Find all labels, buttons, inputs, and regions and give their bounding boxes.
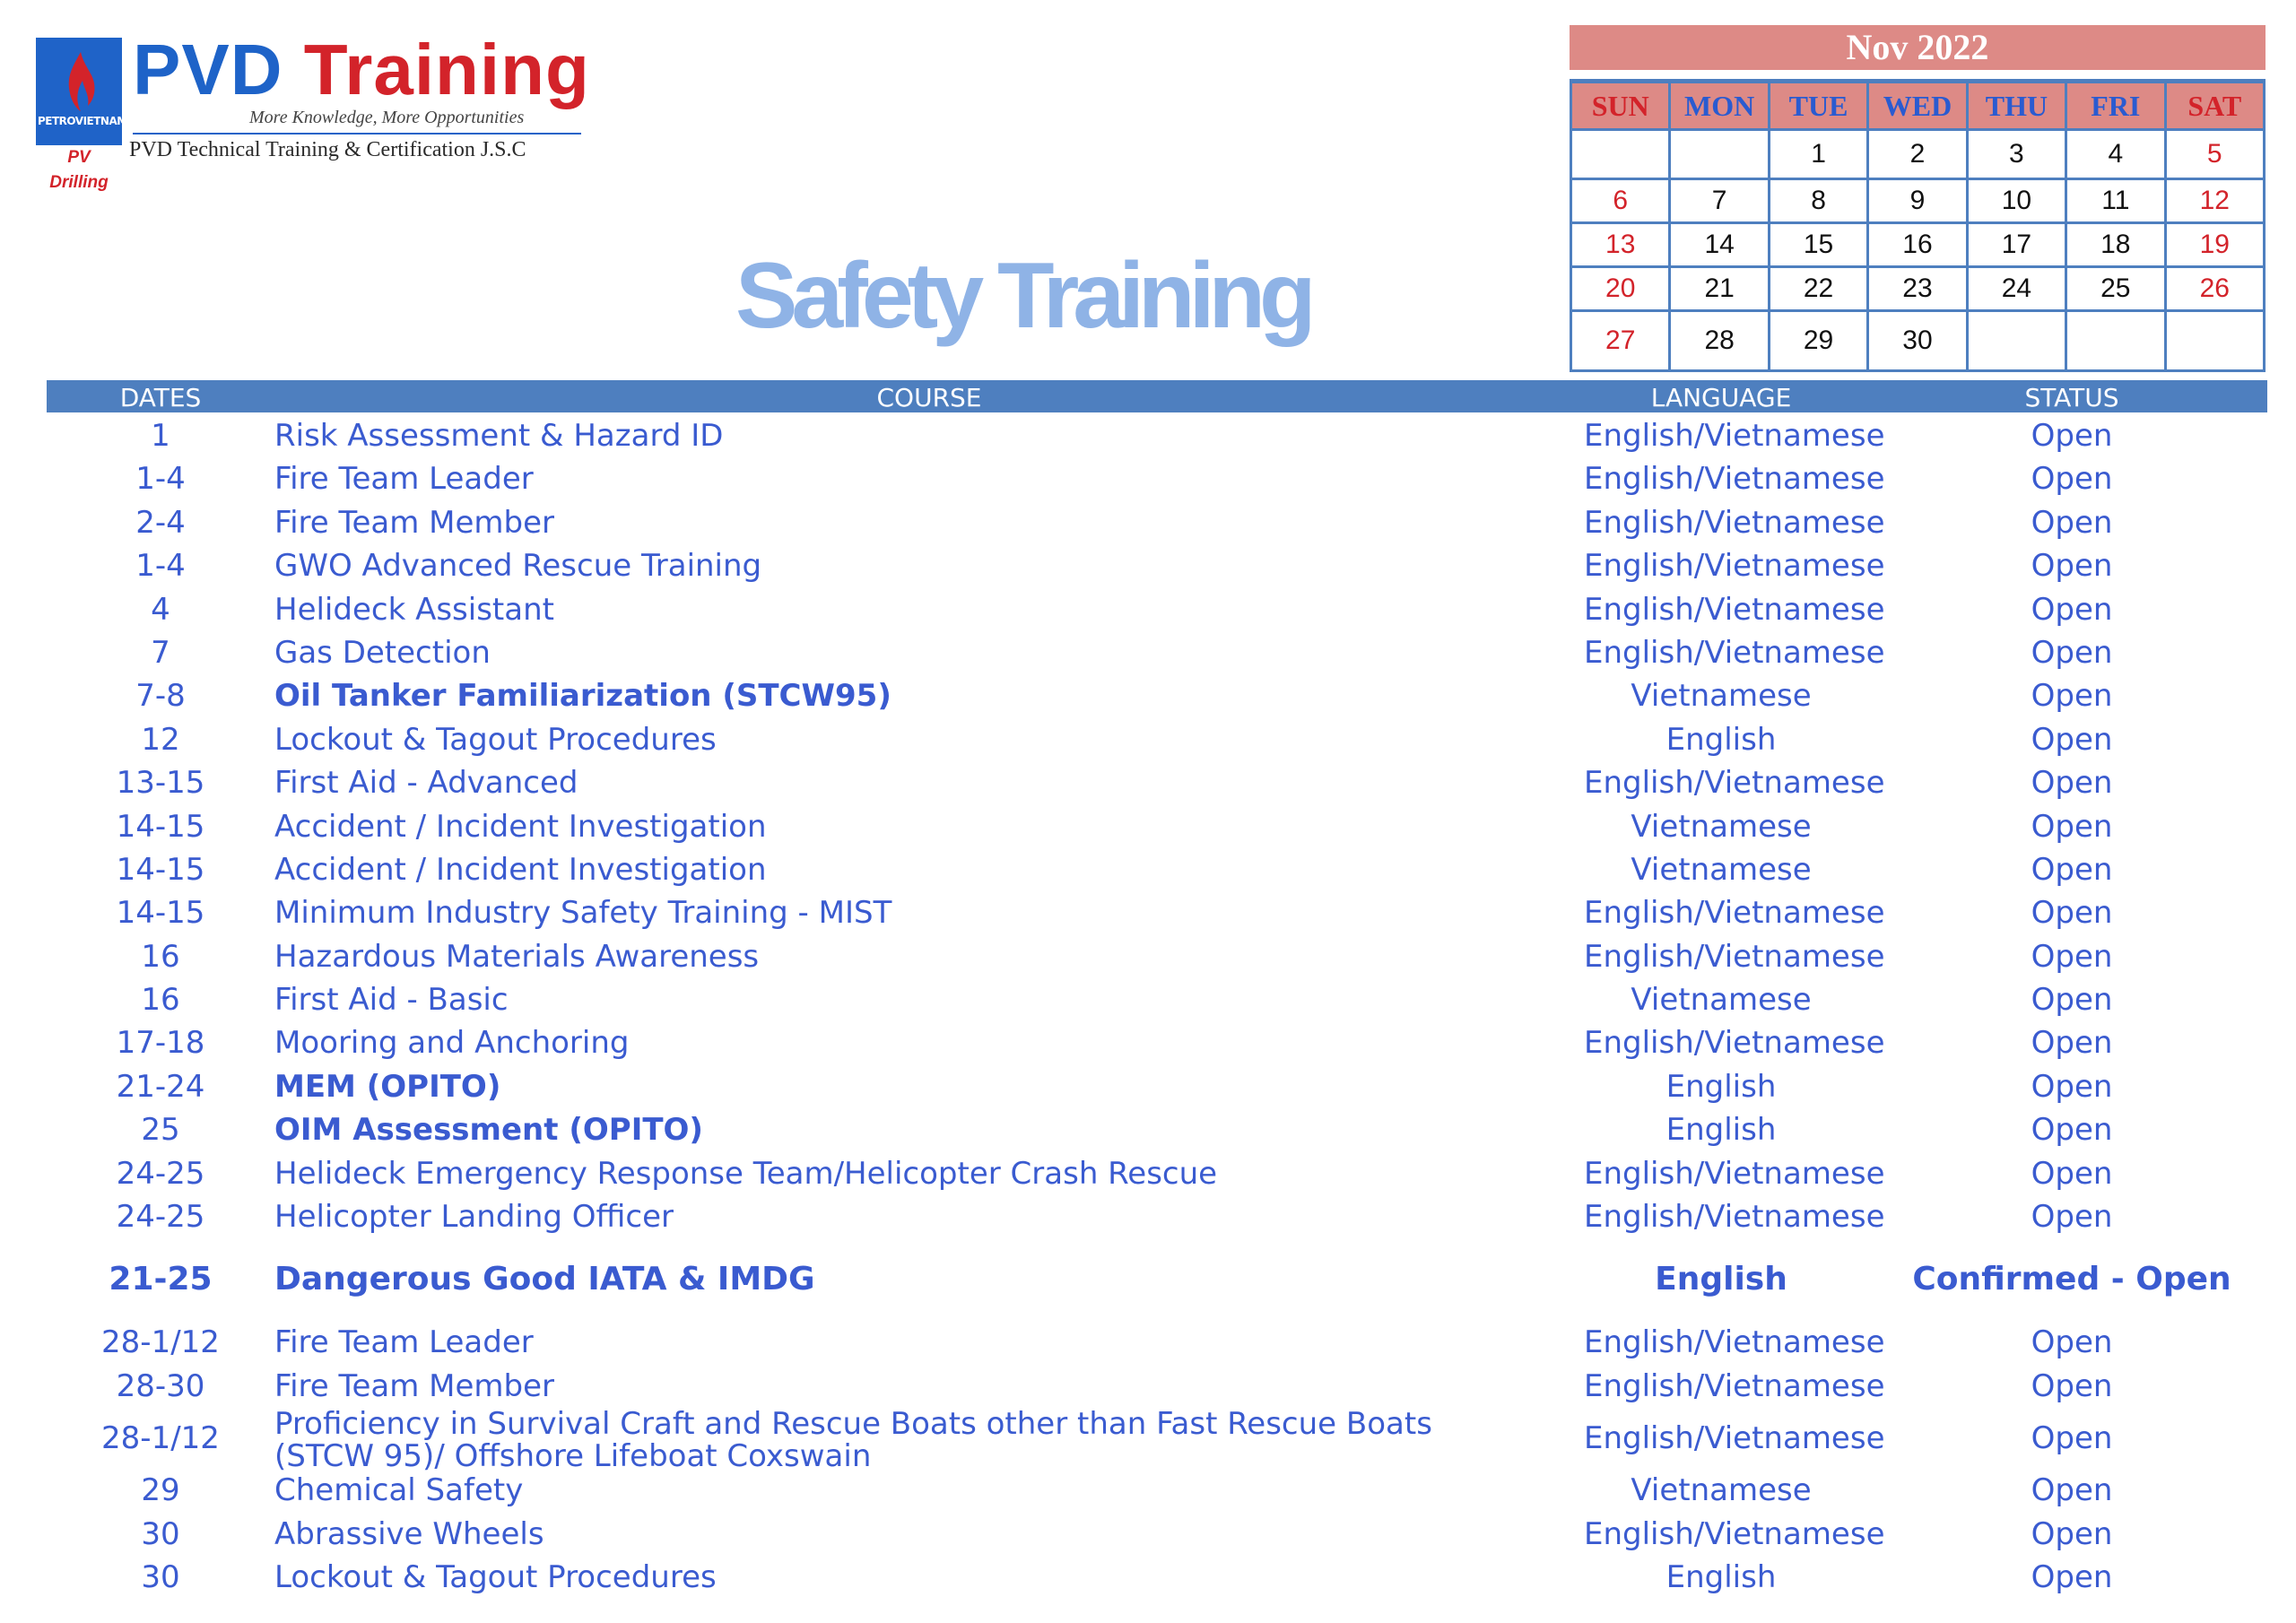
course-name: Helideck Assistant: [274, 591, 554, 628]
calendar-weeks: [1571, 130, 2265, 371]
course-language: English/Vietnamese: [1584, 1367, 1885, 1404]
course-language: English/Vietnamese: [1584, 938, 1885, 975]
header-dates: DATES: [119, 383, 202, 412]
calendar-day-names: [1571, 82, 2265, 130]
calendar-day: 10: [1967, 179, 2066, 223]
course-status: Open: [2031, 982, 2113, 1019]
calendar-week: [1571, 130, 2265, 179]
table-row: [47, 891, 2267, 934]
course-status: Open: [2031, 634, 2113, 671]
course-dates: 14-15: [116, 808, 205, 845]
table-row: [47, 1238, 2267, 1321]
calendar-day: 27: [1571, 311, 1670, 371]
logo-brand: [133, 29, 590, 111]
table-row: [47, 935, 2267, 978]
course-status: Open: [2031, 1515, 2113, 1552]
course-name: Dangerous Good IATA & IMDG: [274, 1261, 815, 1298]
table-row: [47, 1108, 2267, 1151]
logo-tagline: More Knowledge, More Opportunities: [249, 108, 525, 127]
logo-mark-bottom-text: PV Drilling: [36, 145, 122, 170]
petrovietnam-logo-mark: [36, 38, 127, 192]
calendar-day: 9: [1868, 179, 1967, 223]
course-name: OIM Assessment (OPITO): [274, 1112, 703, 1149]
course-status: Open: [2031, 678, 2113, 715]
course-dates: 30: [141, 1558, 180, 1595]
course-name: Chemical Safety: [274, 1472, 524, 1509]
course-status: Open: [2031, 1367, 2113, 1404]
calendar-day: [2165, 311, 2264, 371]
calendar-day: 4: [2066, 130, 2165, 179]
course-status: Open: [2031, 938, 2113, 975]
course-name: Proficiency in Survival Craft and Rescue Boats other than Fast Rescue Boats (STCW 95)/ Offshore Lifeboat Coxswain: [274, 1406, 1432, 1475]
course-name: Abrassive Wheels: [274, 1515, 544, 1552]
table-row: [47, 501, 2267, 544]
table-row: [47, 457, 2267, 500]
course-dates: 13-15: [116, 765, 205, 802]
table-row: [47, 544, 2267, 587]
calendar-day-name: SUN: [1571, 82, 1670, 130]
calendar-day: 1: [1769, 130, 1867, 179]
course-status: Open: [2031, 1068, 2113, 1105]
calendar-day: 19: [2165, 223, 2264, 267]
course-name: Risk Assessment & Hazard ID: [274, 418, 724, 454]
course-name: Hazardous Materials Awareness: [274, 938, 760, 975]
course-dates: 7: [151, 634, 170, 671]
course-dates: 1: [151, 418, 170, 454]
course-language: English/Vietnamese: [1584, 1199, 1885, 1236]
calendar-day-name: MON: [1670, 82, 1769, 130]
course-status: Open: [2031, 1155, 2113, 1192]
calendar-week: [1571, 179, 2265, 223]
course-status: Open: [2031, 1558, 2113, 1595]
calendar-day-name: TUE: [1769, 82, 1867, 130]
course-name: First Aid - Advanced: [274, 765, 578, 802]
header-course: COURSE: [876, 383, 982, 412]
course-language: English/Vietnamese: [1584, 634, 1885, 671]
course-language: Vietnamese: [1631, 1472, 1812, 1509]
course-dates: 28-30: [116, 1367, 205, 1404]
calendar-day: 17: [1967, 223, 2066, 267]
course-status: Open: [2031, 1472, 2113, 1509]
calendar-grid: [1570, 79, 2266, 372]
course-dates: 4: [151, 591, 170, 628]
calendar-day: 3: [1967, 130, 2066, 179]
calendar-day: 22: [1769, 267, 1867, 311]
course-dates: 2-4: [135, 504, 186, 541]
calendar-day: 8: [1769, 179, 1867, 223]
calendar-day: 14: [1670, 223, 1769, 267]
calendar-week: [1571, 267, 2265, 311]
course-language: English: [1655, 1261, 1787, 1298]
course-status: Open: [2031, 1199, 2113, 1236]
flame-icon: [63, 50, 99, 113]
course-name: Fire Team Leader: [274, 1324, 534, 1361]
logo-company-name: PVD Technical Training & Certification J.S.C: [129, 138, 526, 161]
logo-mark-top-text: PETROVIETNAM: [38, 115, 127, 127]
course-language: English: [1665, 1112, 1777, 1149]
calendar-day: 25: [2066, 267, 2165, 311]
course-status: Confirmed - Open: [1912, 1261, 2231, 1298]
calendar-week: [1571, 311, 2265, 371]
table-row: [47, 978, 2267, 1021]
header-status: STATUS: [2024, 383, 2119, 412]
course-dates: 1-4: [135, 548, 186, 585]
table-row: [47, 1513, 2267, 1556]
calendar-day: 21: [1670, 267, 1769, 311]
course-status: Open: [2031, 808, 2113, 845]
course-language: English: [1665, 1068, 1777, 1105]
course-dates: 28-1/12: [101, 1324, 220, 1361]
course-language: English: [1665, 1558, 1777, 1595]
course-name: Mooring and Anchoring: [274, 1025, 630, 1062]
table-row: [47, 1556, 2267, 1599]
course-name: Lockout & Tagout Procedures: [274, 721, 717, 758]
table-row: [47, 414, 2267, 457]
calendar-day: 29: [1769, 311, 1867, 371]
course-name: GWO Advanced Rescue Training: [274, 548, 762, 585]
logo-brand-training: Training: [303, 30, 590, 109]
calendar-day: 12: [2165, 179, 2264, 223]
course-dates: 1-4: [135, 461, 186, 498]
table-row: [47, 588, 2267, 631]
course-status: Open: [2031, 1025, 2113, 1062]
calendar-day: 2: [1868, 130, 1967, 179]
course-name: Minimum Industry Safety Training - MIST: [274, 895, 892, 932]
table-row: [47, 1321, 2267, 1364]
calendar-day: 26: [2165, 267, 2264, 311]
course-language: English/Vietnamese: [1584, 504, 1885, 541]
course-dates: 16: [141, 982, 180, 1019]
course-name: Gas Detection: [274, 634, 491, 671]
course-name: MEM (OPITO): [274, 1068, 501, 1105]
course-dates: 14-15: [116, 895, 205, 932]
schedule-table-header: [47, 380, 2267, 412]
table-row: [47, 1021, 2267, 1064]
table-row: [47, 718, 2267, 761]
course-dates: 24-25: [116, 1199, 205, 1236]
table-row: [47, 1365, 2267, 1408]
course-status: Open: [2031, 1324, 2113, 1361]
calendar-day: [2066, 311, 2165, 371]
course-dates: 7-8: [135, 678, 186, 715]
calendar-day: 28: [1670, 311, 1769, 371]
course-language: Vietnamese: [1631, 678, 1812, 715]
course-name: Lockout & Tagout Procedures: [274, 1558, 717, 1595]
course-language: English/Vietnamese: [1584, 1155, 1885, 1192]
calendar-day: 5: [2165, 130, 2264, 179]
schedule-table-body: [47, 414, 2267, 1599]
calendar-day: 6: [1571, 179, 1670, 223]
course-language: English/Vietnamese: [1584, 461, 1885, 498]
company-logo: [36, 30, 610, 192]
course-language: English/Vietnamese: [1584, 765, 1885, 802]
course-name: Oil Tanker Familiarization (STCW95): [274, 678, 891, 715]
calendar-week: [1571, 223, 2265, 267]
table-row: [47, 674, 2267, 717]
calendar-day: 13: [1571, 223, 1670, 267]
course-dates: 12: [141, 721, 180, 758]
page-title: Safety Training: [735, 244, 1310, 348]
table-row: [47, 1406, 2267, 1475]
calendar-day: 24: [1967, 267, 2066, 311]
calendar-day: 11: [2066, 179, 2165, 223]
calendar-day-name: FRI: [2066, 82, 2165, 130]
table-row: [47, 1065, 2267, 1108]
course-language: English/Vietnamese: [1584, 591, 1885, 628]
header-language: LANGUAGE: [1650, 383, 1792, 412]
table-row: [47, 848, 2267, 891]
course-status: Open: [2031, 895, 2113, 932]
course-dates: 14-15: [116, 851, 205, 888]
course-dates: 16: [141, 938, 180, 975]
course-dates: 24-25: [116, 1155, 205, 1192]
course-language: English: [1665, 721, 1777, 758]
calendar-day: 23: [1868, 267, 1967, 311]
course-language: English/Vietnamese: [1584, 548, 1885, 585]
course-language: Vietnamese: [1631, 982, 1812, 1019]
table-row: [47, 1469, 2267, 1512]
table-row: [47, 761, 2267, 804]
course-name: Accident / Incident Investigation: [274, 808, 767, 845]
course-language: English/Vietnamese: [1584, 1324, 1885, 1361]
calendar-day: 18: [2066, 223, 2165, 267]
course-name: Helicopter Landing Officer: [274, 1199, 674, 1236]
course-name: First Aid - Basic: [274, 982, 509, 1019]
course-status: Open: [2031, 591, 2113, 628]
course-status: Open: [2031, 548, 2113, 585]
course-dates: 25: [141, 1112, 180, 1149]
calendar-day: 7: [1670, 179, 1769, 223]
course-dates: 28-1/12: [101, 1420, 220, 1457]
course-language: English/Vietnamese: [1584, 895, 1885, 932]
course-name: Fire Team Member: [274, 504, 555, 541]
course-language: English/Vietnamese: [1584, 1025, 1885, 1062]
calendar-day: 16: [1868, 223, 1967, 267]
calendar-month-label: Nov 2022: [1570, 25, 2266, 70]
course-dates: 21-24: [116, 1068, 205, 1105]
table-row: [47, 1195, 2267, 1238]
calendar-day-name: WED: [1868, 82, 1967, 130]
calendar-day: 20: [1571, 267, 1670, 311]
course-language: English/Vietnamese: [1584, 1515, 1885, 1552]
calendar-day: 30: [1868, 311, 1967, 371]
table-row: [47, 631, 2267, 674]
course-language: Vietnamese: [1631, 851, 1812, 888]
calendar-day: [1571, 130, 1670, 179]
course-status: Open: [2031, 418, 2113, 454]
course-name: Fire Team Member: [274, 1367, 555, 1404]
course-status: Open: [2031, 1420, 2113, 1457]
table-row: [47, 805, 2267, 848]
course-language: English/Vietnamese: [1584, 418, 1885, 454]
course-dates: 21-25: [109, 1261, 213, 1298]
course-status: Open: [2031, 765, 2113, 802]
calendar-day: [1967, 311, 2066, 371]
month-calendar: [1570, 25, 2266, 372]
logo-divider: [133, 133, 581, 135]
course-status: Open: [2031, 504, 2113, 541]
calendar-day-name: SAT: [2165, 82, 2264, 130]
course-name: Fire Team Leader: [274, 461, 534, 498]
course-status: Open: [2031, 461, 2113, 498]
course-status: Open: [2031, 1112, 2113, 1149]
course-status: Open: [2031, 721, 2113, 758]
calendar-day-name: THU: [1967, 82, 2066, 130]
course-dates: 29: [141, 1472, 180, 1509]
course-language: English/Vietnamese: [1584, 1420, 1885, 1457]
calendar-day: [1670, 130, 1769, 179]
course-dates: 30: [141, 1515, 180, 1552]
course-status: Open: [2031, 851, 2113, 888]
course-language: Vietnamese: [1631, 808, 1812, 845]
logo-brand-pvd: PVD: [133, 30, 283, 109]
calendar-day: 15: [1769, 223, 1867, 267]
table-row: [47, 1152, 2267, 1195]
course-name: Accident / Incident Investigation: [274, 851, 767, 888]
course-name: Helideck Emergency Response Team/Helicopter Crash Rescue: [274, 1155, 1218, 1192]
course-dates: 17-18: [116, 1025, 205, 1062]
